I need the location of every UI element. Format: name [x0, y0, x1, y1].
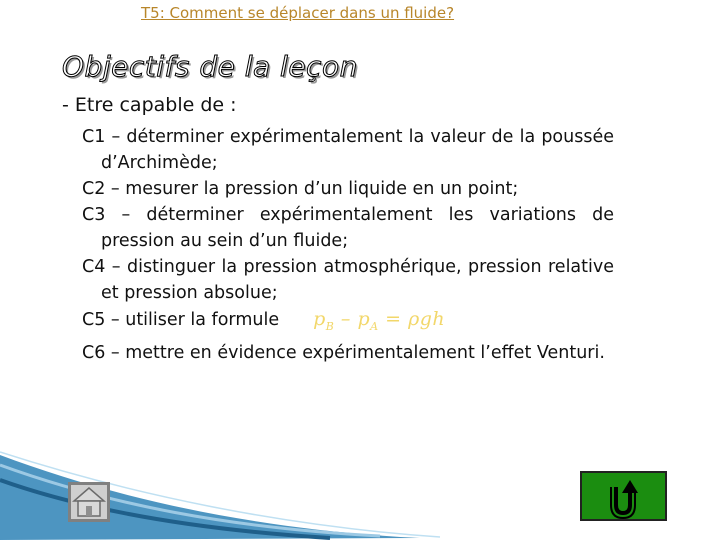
return-arrow-icon: [582, 473, 665, 519]
intro-text: - Etre capable de :: [62, 94, 237, 116]
objective-item: C2 – mesurer la pression d’un liquide en un point;: [82, 179, 519, 199]
header-link[interactable]: T5: Comment se déplacer dans un fluide?: [141, 4, 455, 22]
objective-item: C1 – déterminer expérimentalement la valeur de la poussée d’Archimède;: [82, 127, 614, 173]
return-button[interactable]: [580, 471, 667, 521]
home-icon: [71, 485, 107, 519]
objective-item: C3 – déterminer expérimentalement les variations de pression au sein d’un fluide;: [82, 205, 614, 251]
objective-item: C6 – mettre en évidence expérimentalement l’effet Venturi.: [82, 342, 605, 363]
objective-item: C4 – distinguer la pression atmosphérique, pression relative et pression absolue;: [82, 257, 614, 303]
home-button[interactable]: [68, 482, 110, 522]
objective-item: C5 – utiliser la formule $p_B - p_A = \rho gh$: [82, 308, 446, 333]
objectives-list: [82, 124, 614, 366]
pressure-formula: $p_B - p_A = \rho gh$: [313, 308, 446, 333]
lesson-title: Objectifs de la leçon: [62, 50, 358, 83]
